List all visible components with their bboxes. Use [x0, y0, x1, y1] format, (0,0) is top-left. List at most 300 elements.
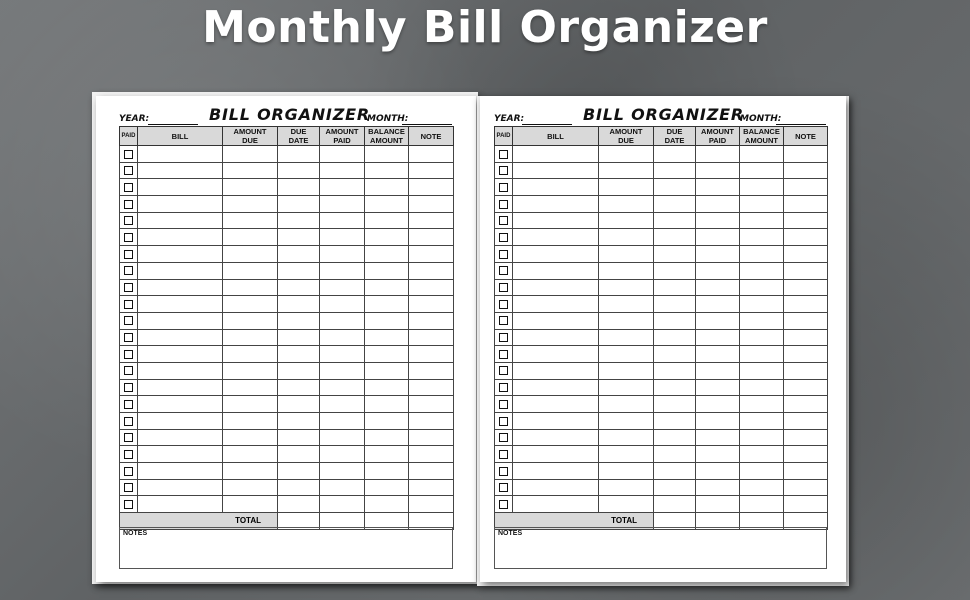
balance-amount-cell[interactable] — [365, 196, 409, 213]
amount-due-cell[interactable] — [599, 279, 654, 296]
bill-cell[interactable] — [138, 346, 223, 363]
note-cell[interactable] — [784, 162, 828, 179]
bill-cell[interactable] — [513, 179, 599, 196]
balance-amount-cell[interactable] — [365, 212, 409, 229]
paid-checkbox[interactable] — [499, 283, 508, 292]
bill-cell[interactable] — [513, 329, 599, 346]
paid-checkbox[interactable] — [499, 383, 508, 392]
amount-due-cell[interactable] — [223, 329, 278, 346]
amount-due-cell[interactable] — [223, 379, 278, 396]
amount-due-cell[interactable] — [599, 162, 654, 179]
amount-paid-cell[interactable] — [320, 446, 365, 463]
bill-cell[interactable] — [513, 396, 599, 413]
bill-cell[interactable] — [513, 413, 599, 430]
balance-amount-cell[interactable] — [365, 446, 409, 463]
amount-paid-cell[interactable] — [320, 479, 365, 496]
amount-due-cell[interactable] — [599, 479, 654, 496]
amount-due-cell[interactable] — [223, 479, 278, 496]
amount-paid-cell[interactable] — [696, 229, 740, 246]
due-date-cell[interactable] — [278, 329, 320, 346]
paid-checkbox[interactable] — [499, 400, 508, 409]
bill-cell[interactable] — [138, 262, 223, 279]
balance-amount-cell[interactable] — [740, 212, 784, 229]
amount-due-cell[interactable] — [223, 296, 278, 313]
paid-checkbox[interactable] — [124, 483, 133, 492]
balance-amount-cell[interactable] — [740, 496, 784, 513]
note-cell[interactable] — [409, 379, 454, 396]
paid-checkbox[interactable] — [124, 266, 133, 275]
balance-amount-cell[interactable] — [365, 229, 409, 246]
note-cell[interactable] — [784, 429, 828, 446]
amount-due-cell[interactable] — [223, 246, 278, 263]
amount-paid-cell[interactable] — [696, 179, 740, 196]
note-cell[interactable] — [409, 362, 454, 379]
note-cell[interactable] — [409, 179, 454, 196]
note-cell[interactable] — [784, 229, 828, 246]
due-date-cell[interactable] — [278, 396, 320, 413]
amount-due-cell[interactable] — [599, 312, 654, 329]
note-cell[interactable] — [784, 496, 828, 513]
balance-amount-cell[interactable] — [365, 346, 409, 363]
due-date-cell[interactable] — [278, 413, 320, 430]
paid-checkbox[interactable] — [124, 200, 133, 209]
paid-checkbox[interactable] — [499, 450, 508, 459]
amount-paid-cell[interactable] — [320, 179, 365, 196]
note-cell[interactable] — [784, 396, 828, 413]
balance-amount-cell[interactable] — [740, 346, 784, 363]
amount-paid-cell[interactable] — [320, 413, 365, 430]
balance-amount-cell[interactable] — [740, 146, 784, 163]
balance-amount-cell[interactable] — [740, 229, 784, 246]
due-date-cell[interactable] — [654, 229, 696, 246]
due-date-cell[interactable] — [278, 296, 320, 313]
balance-amount-cell[interactable] — [365, 179, 409, 196]
note-cell[interactable] — [784, 379, 828, 396]
bill-cell[interactable] — [138, 446, 223, 463]
amount-paid-cell[interactable] — [696, 329, 740, 346]
note-cell[interactable] — [409, 429, 454, 446]
amount-due-cell[interactable] — [223, 413, 278, 430]
note-cell[interactable] — [409, 162, 454, 179]
amount-paid-cell[interactable] — [696, 413, 740, 430]
amount-paid-cell[interactable] — [320, 362, 365, 379]
paid-checkbox[interactable] — [499, 250, 508, 259]
amount-paid-cell[interactable] — [320, 379, 365, 396]
amount-paid-cell[interactable] — [696, 212, 740, 229]
note-cell[interactable] — [784, 413, 828, 430]
paid-checkbox[interactable] — [124, 316, 133, 325]
paid-checkbox[interactable] — [124, 183, 133, 192]
amount-due-cell[interactable] — [223, 346, 278, 363]
amount-paid-cell[interactable] — [696, 379, 740, 396]
bill-cell[interactable] — [138, 246, 223, 263]
due-date-cell[interactable] — [278, 362, 320, 379]
balance-amount-cell[interactable] — [365, 496, 409, 513]
note-cell[interactable] — [784, 479, 828, 496]
balance-amount-cell[interactable] — [365, 246, 409, 263]
amount-paid-cell[interactable] — [320, 312, 365, 329]
amount-paid-cell[interactable] — [320, 229, 365, 246]
amount-paid-cell[interactable] — [696, 396, 740, 413]
bill-cell[interactable] — [513, 312, 599, 329]
balance-amount-cell[interactable] — [365, 413, 409, 430]
due-date-cell[interactable] — [654, 496, 696, 513]
amount-due-cell[interactable] — [599, 446, 654, 463]
bill-cell[interactable] — [513, 429, 599, 446]
paid-checkbox[interactable] — [124, 283, 133, 292]
paid-checkbox[interactable] — [499, 316, 508, 325]
bill-cell[interactable] — [138, 463, 223, 480]
paid-checkbox[interactable] — [124, 233, 133, 242]
amount-paid-cell[interactable] — [320, 212, 365, 229]
due-date-cell[interactable] — [654, 296, 696, 313]
bill-cell[interactable] — [138, 179, 223, 196]
paid-checkbox[interactable] — [499, 266, 508, 275]
amount-paid-cell[interactable] — [320, 246, 365, 263]
balance-amount-cell[interactable] — [365, 362, 409, 379]
year-field[interactable] — [522, 124, 572, 125]
due-date-cell[interactable] — [654, 346, 696, 363]
amount-paid-cell[interactable] — [696, 362, 740, 379]
balance-amount-cell[interactable] — [740, 196, 784, 213]
balance-amount-cell[interactable] — [365, 329, 409, 346]
paid-checkbox[interactable] — [499, 500, 508, 509]
due-date-cell[interactable] — [654, 162, 696, 179]
amount-due-cell[interactable] — [223, 229, 278, 246]
balance-amount-cell[interactable] — [365, 262, 409, 279]
due-date-cell[interactable] — [654, 312, 696, 329]
amount-due-cell[interactable] — [223, 312, 278, 329]
note-cell[interactable] — [784, 262, 828, 279]
note-cell[interactable] — [784, 212, 828, 229]
amount-due-cell[interactable] — [599, 146, 654, 163]
bill-cell[interactable] — [138, 146, 223, 163]
amount-due-cell[interactable] — [599, 396, 654, 413]
balance-amount-cell[interactable] — [365, 463, 409, 480]
balance-amount-cell[interactable] — [365, 162, 409, 179]
due-date-cell[interactable] — [278, 479, 320, 496]
bill-cell[interactable] — [138, 379, 223, 396]
paid-checkbox[interactable] — [124, 467, 133, 476]
bill-cell[interactable] — [513, 162, 599, 179]
amount-paid-cell[interactable] — [696, 429, 740, 446]
amount-paid-cell[interactable] — [696, 496, 740, 513]
note-cell[interactable] — [409, 262, 454, 279]
bill-cell[interactable] — [513, 463, 599, 480]
note-cell[interactable] — [784, 196, 828, 213]
balance-amount-cell[interactable] — [740, 312, 784, 329]
bill-cell[interactable] — [513, 346, 599, 363]
due-date-cell[interactable] — [654, 362, 696, 379]
bill-cell[interactable] — [513, 279, 599, 296]
bill-cell[interactable] — [513, 446, 599, 463]
balance-amount-cell[interactable] — [740, 479, 784, 496]
amount-paid-cell[interactable] — [320, 346, 365, 363]
bill-cell[interactable] — [513, 479, 599, 496]
due-date-cell[interactable] — [654, 262, 696, 279]
balance-amount-cell[interactable] — [740, 396, 784, 413]
due-date-cell[interactable] — [654, 463, 696, 480]
paid-checkbox[interactable] — [124, 216, 133, 225]
note-cell[interactable] — [784, 346, 828, 363]
month-field[interactable] — [776, 124, 826, 125]
due-date-cell[interactable] — [654, 479, 696, 496]
paid-checkbox[interactable] — [499, 166, 508, 175]
note-cell[interactable] — [784, 362, 828, 379]
amount-paid-cell[interactable] — [696, 479, 740, 496]
balance-amount-cell[interactable] — [740, 379, 784, 396]
bill-cell[interactable] — [513, 246, 599, 263]
amount-due-cell[interactable] — [599, 496, 654, 513]
due-date-cell[interactable] — [278, 229, 320, 246]
bill-cell[interactable] — [513, 196, 599, 213]
paid-checkbox[interactable] — [124, 400, 133, 409]
amount-due-cell[interactable] — [223, 429, 278, 446]
due-date-cell[interactable] — [278, 196, 320, 213]
amount-paid-cell[interactable] — [696, 446, 740, 463]
balance-amount-cell[interactable] — [740, 162, 784, 179]
amount-due-cell[interactable] — [599, 296, 654, 313]
amount-paid-cell[interactable] — [320, 279, 365, 296]
paid-checkbox[interactable] — [499, 300, 508, 309]
note-cell[interactable] — [784, 146, 828, 163]
paid-checkbox[interactable] — [499, 233, 508, 242]
paid-checkbox[interactable] — [499, 467, 508, 476]
note-cell[interactable] — [409, 329, 454, 346]
amount-due-cell[interactable] — [223, 446, 278, 463]
note-cell[interactable] — [409, 312, 454, 329]
note-cell[interactable] — [784, 446, 828, 463]
due-date-cell[interactable] — [654, 396, 696, 413]
amount-paid-cell[interactable] — [320, 196, 365, 213]
amount-due-cell[interactable] — [599, 196, 654, 213]
amount-due-cell[interactable] — [599, 212, 654, 229]
paid-checkbox[interactable] — [124, 366, 133, 375]
balance-amount-cell[interactable] — [365, 146, 409, 163]
paid-checkbox[interactable] — [499, 216, 508, 225]
due-date-cell[interactable] — [278, 446, 320, 463]
bill-cell[interactable] — [138, 212, 223, 229]
paid-checkbox[interactable] — [124, 417, 133, 426]
paid-checkbox[interactable] — [124, 300, 133, 309]
bill-cell[interactable] — [513, 212, 599, 229]
note-cell[interactable] — [409, 196, 454, 213]
amount-due-cell[interactable] — [599, 329, 654, 346]
due-date-cell[interactable] — [654, 196, 696, 213]
due-date-cell[interactable] — [654, 446, 696, 463]
amount-due-cell[interactable] — [223, 262, 278, 279]
note-cell[interactable] — [784, 279, 828, 296]
bill-cell[interactable] — [138, 329, 223, 346]
amount-due-cell[interactable] — [223, 279, 278, 296]
bill-cell[interactable] — [138, 413, 223, 430]
bill-cell[interactable] — [513, 262, 599, 279]
bill-cell[interactable] — [513, 362, 599, 379]
bill-cell[interactable] — [138, 362, 223, 379]
bill-cell[interactable] — [138, 479, 223, 496]
paid-checkbox[interactable] — [124, 150, 133, 159]
amount-due-cell[interactable] — [599, 229, 654, 246]
due-date-cell[interactable] — [654, 146, 696, 163]
note-cell[interactable] — [784, 296, 828, 313]
due-date-cell[interactable] — [654, 246, 696, 263]
bill-cell[interactable] — [513, 296, 599, 313]
amount-paid-cell[interactable] — [696, 262, 740, 279]
due-date-cell[interactable] — [654, 429, 696, 446]
note-cell[interactable] — [409, 479, 454, 496]
note-cell[interactable] — [784, 463, 828, 480]
due-date-cell[interactable] — [278, 279, 320, 296]
amount-paid-cell[interactable] — [320, 146, 365, 163]
note-cell[interactable] — [409, 463, 454, 480]
amount-paid-cell[interactable] — [320, 396, 365, 413]
paid-checkbox[interactable] — [124, 166, 133, 175]
balance-amount-cell[interactable] — [740, 262, 784, 279]
amount-paid-cell[interactable] — [696, 279, 740, 296]
amount-paid-cell[interactable] — [696, 196, 740, 213]
bill-cell[interactable] — [138, 162, 223, 179]
paid-checkbox[interactable] — [499, 483, 508, 492]
balance-amount-cell[interactable] — [740, 329, 784, 346]
bill-cell[interactable] — [138, 196, 223, 213]
note-cell[interactable] — [409, 496, 454, 513]
due-date-cell[interactable] — [278, 146, 320, 163]
amount-due-cell[interactable] — [223, 146, 278, 163]
due-date-cell[interactable] — [278, 379, 320, 396]
paid-checkbox[interactable] — [124, 350, 133, 359]
bill-cell[interactable] — [138, 229, 223, 246]
note-cell[interactable] — [409, 279, 454, 296]
amount-due-cell[interactable] — [223, 212, 278, 229]
paid-checkbox[interactable] — [499, 366, 508, 375]
paid-checkbox[interactable] — [499, 433, 508, 442]
bill-cell[interactable] — [138, 496, 223, 513]
bill-cell[interactable] — [138, 296, 223, 313]
balance-amount-cell[interactable] — [740, 179, 784, 196]
amount-paid-cell[interactable] — [320, 162, 365, 179]
bill-cell[interactable] — [138, 429, 223, 446]
paid-checkbox[interactable] — [124, 500, 133, 509]
paid-checkbox[interactable] — [499, 417, 508, 426]
balance-amount-cell[interactable] — [365, 296, 409, 313]
balance-amount-cell[interactable] — [740, 362, 784, 379]
amount-due-cell[interactable] — [223, 396, 278, 413]
due-date-cell[interactable] — [654, 329, 696, 346]
due-date-cell[interactable] — [278, 162, 320, 179]
year-field[interactable] — [148, 124, 198, 125]
balance-amount-cell[interactable] — [365, 379, 409, 396]
paid-checkbox[interactable] — [124, 433, 133, 442]
paid-checkbox[interactable] — [124, 383, 133, 392]
due-date-cell[interactable] — [654, 413, 696, 430]
paid-checkbox[interactable] — [124, 250, 133, 259]
amount-due-cell[interactable] — [223, 162, 278, 179]
bill-cell[interactable] — [513, 229, 599, 246]
balance-amount-cell[interactable] — [740, 463, 784, 480]
balance-amount-cell[interactable] — [740, 413, 784, 430]
amount-due-cell[interactable] — [599, 379, 654, 396]
note-cell[interactable] — [409, 212, 454, 229]
amount-due-cell[interactable] — [223, 362, 278, 379]
due-date-cell[interactable] — [654, 179, 696, 196]
paid-checkbox[interactable] — [499, 350, 508, 359]
bill-cell[interactable] — [513, 379, 599, 396]
month-field[interactable] — [402, 124, 452, 125]
amount-due-cell[interactable] — [599, 262, 654, 279]
due-date-cell[interactable] — [278, 496, 320, 513]
amount-paid-cell[interactable] — [696, 296, 740, 313]
paid-checkbox[interactable] — [499, 333, 508, 342]
paid-checkbox[interactable] — [499, 150, 508, 159]
amount-due-cell[interactable] — [599, 246, 654, 263]
amount-paid-cell[interactable] — [696, 312, 740, 329]
paid-checkbox[interactable] — [499, 200, 508, 209]
balance-amount-cell[interactable] — [740, 446, 784, 463]
due-date-cell[interactable] — [278, 246, 320, 263]
amount-due-cell[interactable] — [599, 413, 654, 430]
note-cell[interactable] — [784, 179, 828, 196]
amount-paid-cell[interactable] — [320, 296, 365, 313]
due-date-cell[interactable] — [278, 212, 320, 229]
amount-paid-cell[interactable] — [696, 346, 740, 363]
due-date-cell[interactable] — [278, 179, 320, 196]
paid-checkbox[interactable] — [124, 450, 133, 459]
amount-paid-cell[interactable] — [696, 463, 740, 480]
due-date-cell[interactable] — [278, 429, 320, 446]
balance-amount-cell[interactable] — [740, 429, 784, 446]
note-cell[interactable] — [409, 246, 454, 263]
balance-amount-cell[interactable] — [740, 296, 784, 313]
balance-amount-cell[interactable] — [365, 479, 409, 496]
note-cell[interactable] — [409, 413, 454, 430]
amount-paid-cell[interactable] — [320, 329, 365, 346]
amount-paid-cell[interactable] — [320, 429, 365, 446]
amount-due-cell[interactable] — [599, 463, 654, 480]
balance-amount-cell[interactable] — [365, 429, 409, 446]
note-cell[interactable] — [409, 296, 454, 313]
due-date-cell[interactable] — [654, 379, 696, 396]
bill-cell[interactable] — [513, 146, 599, 163]
notes-box[interactable] — [494, 527, 827, 569]
amount-due-cell[interactable] — [599, 179, 654, 196]
amount-due-cell[interactable] — [599, 429, 654, 446]
paid-checkbox[interactable] — [499, 183, 508, 192]
due-date-cell[interactable] — [278, 346, 320, 363]
amount-due-cell[interactable] — [223, 196, 278, 213]
note-cell[interactable] — [409, 446, 454, 463]
amount-due-cell[interactable] — [599, 346, 654, 363]
note-cell[interactable] — [784, 312, 828, 329]
due-date-cell[interactable] — [654, 279, 696, 296]
amount-paid-cell[interactable] — [696, 162, 740, 179]
amount-due-cell[interactable] — [599, 362, 654, 379]
bill-cell[interactable] — [513, 496, 599, 513]
balance-amount-cell[interactable] — [365, 396, 409, 413]
note-cell[interactable] — [409, 396, 454, 413]
due-date-cell[interactable] — [278, 463, 320, 480]
due-date-cell[interactable] — [654, 212, 696, 229]
due-date-cell[interactable] — [278, 262, 320, 279]
amount-due-cell[interactable] — [223, 463, 278, 480]
amount-due-cell[interactable] — [223, 496, 278, 513]
note-cell[interactable] — [409, 146, 454, 163]
bill-cell[interactable] — [138, 312, 223, 329]
amount-paid-cell[interactable] — [320, 463, 365, 480]
bill-cell[interactable] — [138, 279, 223, 296]
bill-cell[interactable] — [138, 396, 223, 413]
note-cell[interactable] — [784, 329, 828, 346]
amount-paid-cell[interactable] — [320, 496, 365, 513]
